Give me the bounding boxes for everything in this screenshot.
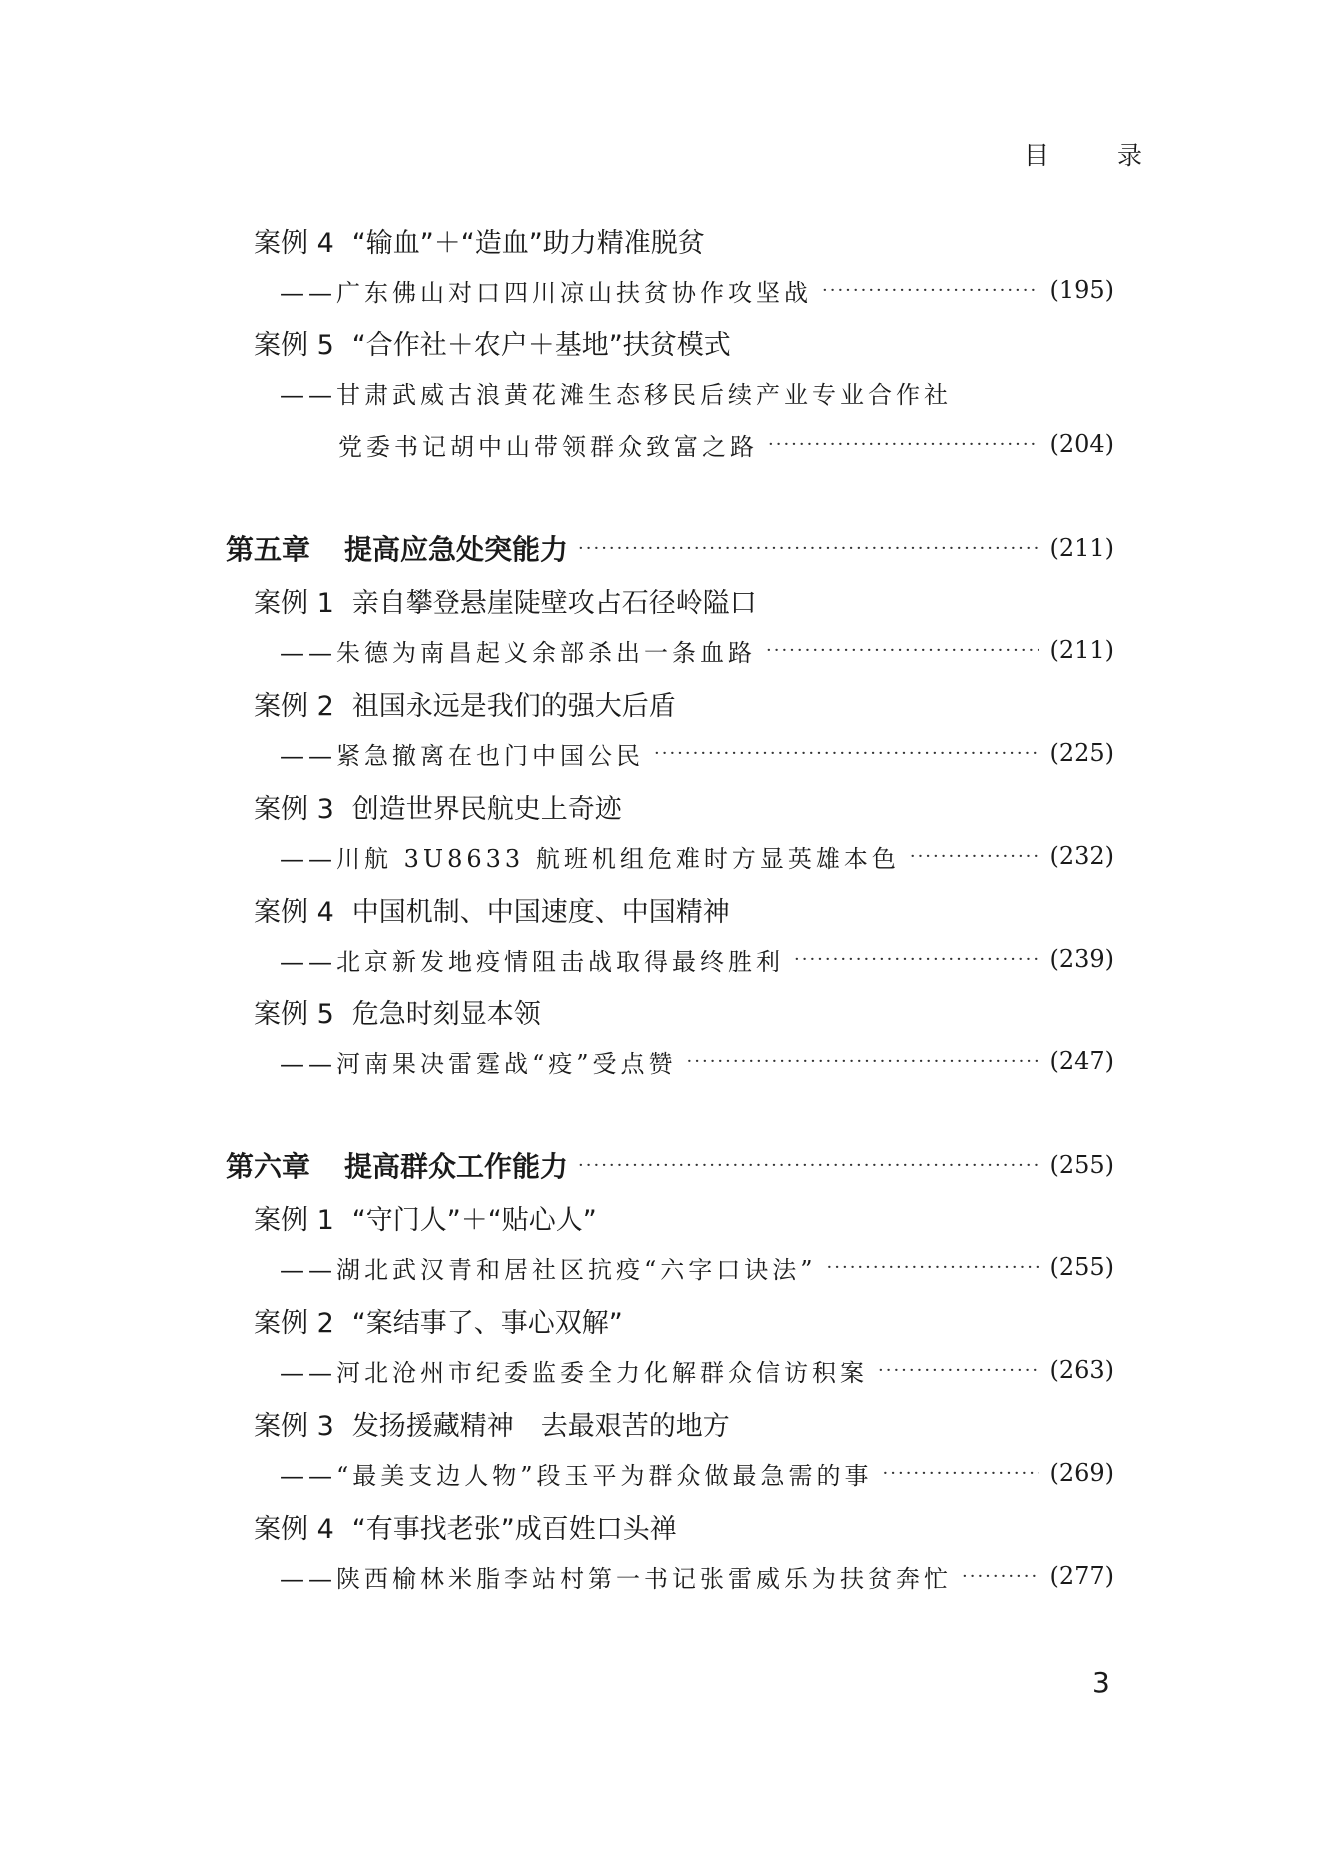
case-label: 案例 3 [254, 793, 334, 825]
case-subtitle: ——河南果决雷霆战“疫”受点赞 [280, 1049, 677, 1078]
leader-dots [766, 640, 1039, 661]
leader-dots [687, 1051, 1040, 1072]
leader-dots [878, 1360, 1039, 1381]
toc-entry-subtitle [280, 1453, 1114, 1493]
toc-entry-subtitle [280, 1556, 1114, 1596]
page-number: (204) [1049, 430, 1114, 458]
leader-dots [883, 1463, 1040, 1484]
leader-dots [910, 846, 1040, 867]
case-title: “有事找老张”成百姓口头禅 [351, 1513, 677, 1545]
toc-entry-title [254, 889, 730, 929]
case-title: “输血”＋“造血”助力精准脱贫 [351, 227, 705, 259]
page-number: (255) [1049, 1151, 1114, 1179]
case-subtitle: ——陕西榆林米脂李站村第一书记张雷威乐为扶贫奔忙 [280, 1564, 952, 1593]
page-number: (255) [1049, 1253, 1114, 1281]
toc-entry-subtitle [280, 270, 1114, 310]
case-title: 中国机制、中国速度、中国精神 [351, 896, 730, 928]
toc-entry-title [254, 1403, 730, 1443]
toc-entry-title [254, 1197, 597, 1237]
case-label: 案例 2 [254, 690, 334, 722]
leader-dots [654, 743, 1039, 764]
case-title: “案结事了、事心双解” [351, 1307, 623, 1339]
page-number: (277) [1049, 1562, 1114, 1590]
toc-entry-title [254, 1506, 677, 1546]
toc-entry-title [254, 220, 705, 260]
toc-entry-title [254, 991, 541, 1031]
case-subtitle-cont: 党委书记胡中山带领群众致富之路 [338, 432, 758, 461]
leader-dots [578, 1155, 1039, 1176]
case-subtitle: ——北京新发地疫情阻击战取得最终胜利 [280, 947, 784, 976]
toc-entry-subtitle [280, 630, 1114, 670]
case-subtitle: ——紧急撤离在也门中国公民 [280, 741, 644, 770]
case-title: 危急时刻显本领 [351, 998, 541, 1030]
page-number: (225) [1049, 739, 1114, 767]
page-number: (211) [1049, 534, 1114, 562]
case-label: 案例 1 [254, 1204, 334, 1236]
page-number: (195) [1049, 276, 1114, 304]
case-label: 案例 4 [254, 1513, 334, 1545]
case-label: 案例 2 [254, 1307, 334, 1339]
page-number: (232) [1049, 842, 1114, 870]
case-subtitle: ——河北沧州市纪委监委全力化解群众信访积案 [280, 1358, 868, 1387]
toc-entry-subtitle [280, 1247, 1114, 1287]
case-label: 案例 4 [254, 896, 334, 928]
toc-entry-title [254, 1300, 623, 1340]
page-folio: 3 [1092, 1666, 1110, 1699]
case-label: 案例 4 [254, 227, 334, 259]
toc-entry-title [254, 786, 622, 826]
case-label: 案例 1 [254, 587, 334, 619]
toc-entry-title [254, 580, 757, 620]
toc-entry-subtitle [280, 836, 1114, 876]
page-number: (269) [1049, 1459, 1114, 1487]
case-label: 案例 5 [254, 329, 334, 361]
toc-entry-subtitle [280, 1041, 1114, 1081]
case-subtitle: ——湖北武汉青和居社区抗疫“六字口诀法” [280, 1255, 817, 1284]
chapter-heading [226, 1145, 1114, 1185]
case-title: “守门人”＋“贴心人” [351, 1204, 597, 1236]
case-title: “合作社＋农户＋基地”扶贫模式 [351, 329, 731, 361]
chapter-title: 提高应急处突能力 [344, 533, 569, 566]
toc-entry-subtitle [280, 939, 1114, 979]
leader-dots [578, 538, 1039, 559]
leader-dots [962, 1566, 1039, 1587]
leader-dots [822, 280, 1039, 301]
case-title: 创造世界民航史上奇迹 [351, 793, 622, 825]
toc-entry-subtitle [280, 1350, 1114, 1390]
case-label: 案例 5 [254, 998, 334, 1030]
chapter-heading [226, 528, 1114, 568]
leader-dots [794, 949, 1039, 970]
case-subtitle: ——甘肃武威古浪黄花滩生态移民后续产业专业合作社 [280, 380, 952, 409]
page-number: (263) [1049, 1356, 1114, 1384]
chapter-label: 第六章 [226, 1150, 311, 1183]
page-number: (247) [1049, 1047, 1114, 1075]
leader-dots [768, 434, 1039, 455]
running-head: 目 录 [1024, 141, 1172, 170]
toc-entry-subtitle [280, 733, 1114, 773]
case-title: 祖国永远是我们的强大后盾 [351, 690, 676, 722]
case-label: 案例 3 [254, 1410, 334, 1442]
toc-entry-title [254, 683, 676, 723]
leader-dots [827, 1257, 1040, 1278]
case-title: 发扬援藏精神 去最艰苦的地方 [351, 1410, 730, 1442]
toc-entry-subtitle [280, 372, 952, 412]
case-subtitle: ——朱德为南昌起义余部杀出一条血路 [280, 638, 756, 667]
case-title: 亲自攀登悬崖陡壁攻占石径岭隘口 [351, 587, 757, 619]
chapter-title: 提高群众工作能力 [344, 1150, 569, 1183]
chapter-label: 第五章 [226, 533, 311, 566]
page-number: (211) [1049, 636, 1114, 664]
case-subtitle: ——广东佛山对口四川凉山扶贫协作攻坚战 [280, 278, 812, 307]
toc-entry-subtitle [338, 424, 1114, 464]
case-subtitle: ——“最美支边人物”段玉平为群众做最急需的事 [280, 1461, 873, 1490]
case-subtitle: ——川航 3U8633 航班机组危难时方显英雄本色 [280, 844, 900, 873]
page-number: (239) [1049, 945, 1114, 973]
toc-entry-title [254, 322, 731, 362]
